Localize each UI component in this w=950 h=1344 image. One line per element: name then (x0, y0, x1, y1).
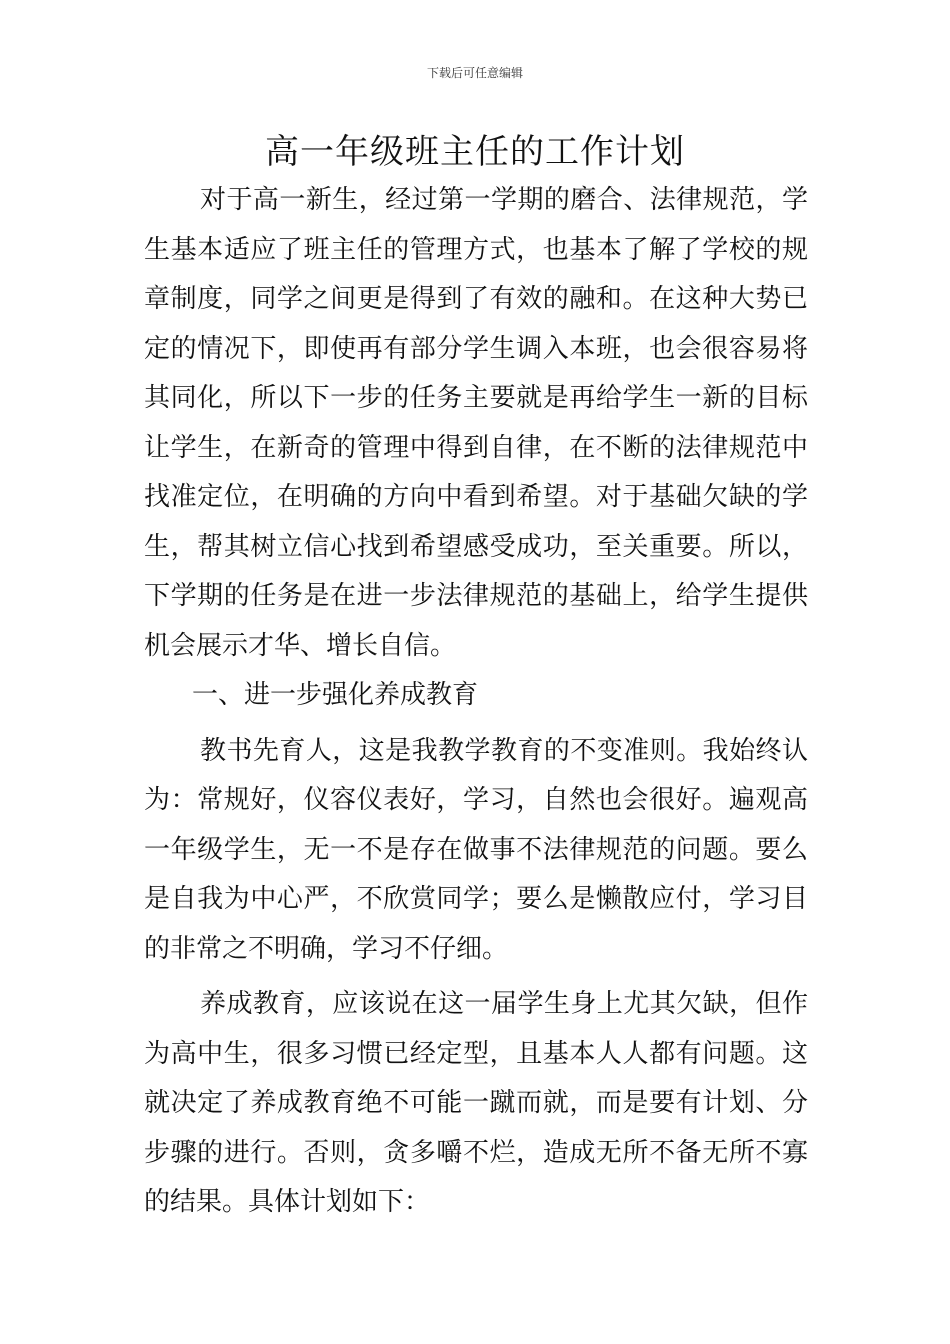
document-body (144, 176, 808, 1228)
page-title: 高一年级班主任的工作计划 (265, 132, 685, 172)
section-heading: 一、进一步强化养成教育 (192, 680, 479, 710)
paragraph-habits: 养成教育，应该说在这一届学生身上尤其欠缺，但作为高中生，很多习惯已经定型，且基本人人都有问题。这就决定了养成教育绝不可能一蹴而就，而是要有计划、分步骤的进行。否则，贪多嚼不烂，造成无所不备无所不寡的结果。具体计划如下： (144, 989, 808, 1217)
header-note: 下载后可任意编辑 (426, 66, 523, 80)
paragraph-intro: 对于高一新生，经过第一学期的磨合、法律规范，学生基本适应了班主任的管理方式，也基本了解了学校的规章制度，同学之间更是得到了有效的融和。在这种大势已定的情况下，即使再有部分学生调入本班，也会很容易将其同化，所以下一步的任务主要就是再给学生一新的目标让学生，在新奇的管理中得到自律，在不断的法律规范中找准定位，在明确的方向中看到希望。对于基础欠缺的学生，帮其树立信心找到希望感受成功，至关重要。所以，下学期的任务是在进一步法律规范的基础上，给学生提供机会展示才华、增长自信。 (144, 185, 808, 661)
paragraph-teaching: 教书先育人，这是我教学教育的不变准则。我始终认为：常规好，仪容仪表好，学习，自然也会很好。遍观高一年级学生，无一不是存在做事不法律规范的问题。要么是自我为中心严，不欣赏同学；要么是懒散应付，学习目的非常之不明确，学习不仔细。 (144, 735, 808, 964)
